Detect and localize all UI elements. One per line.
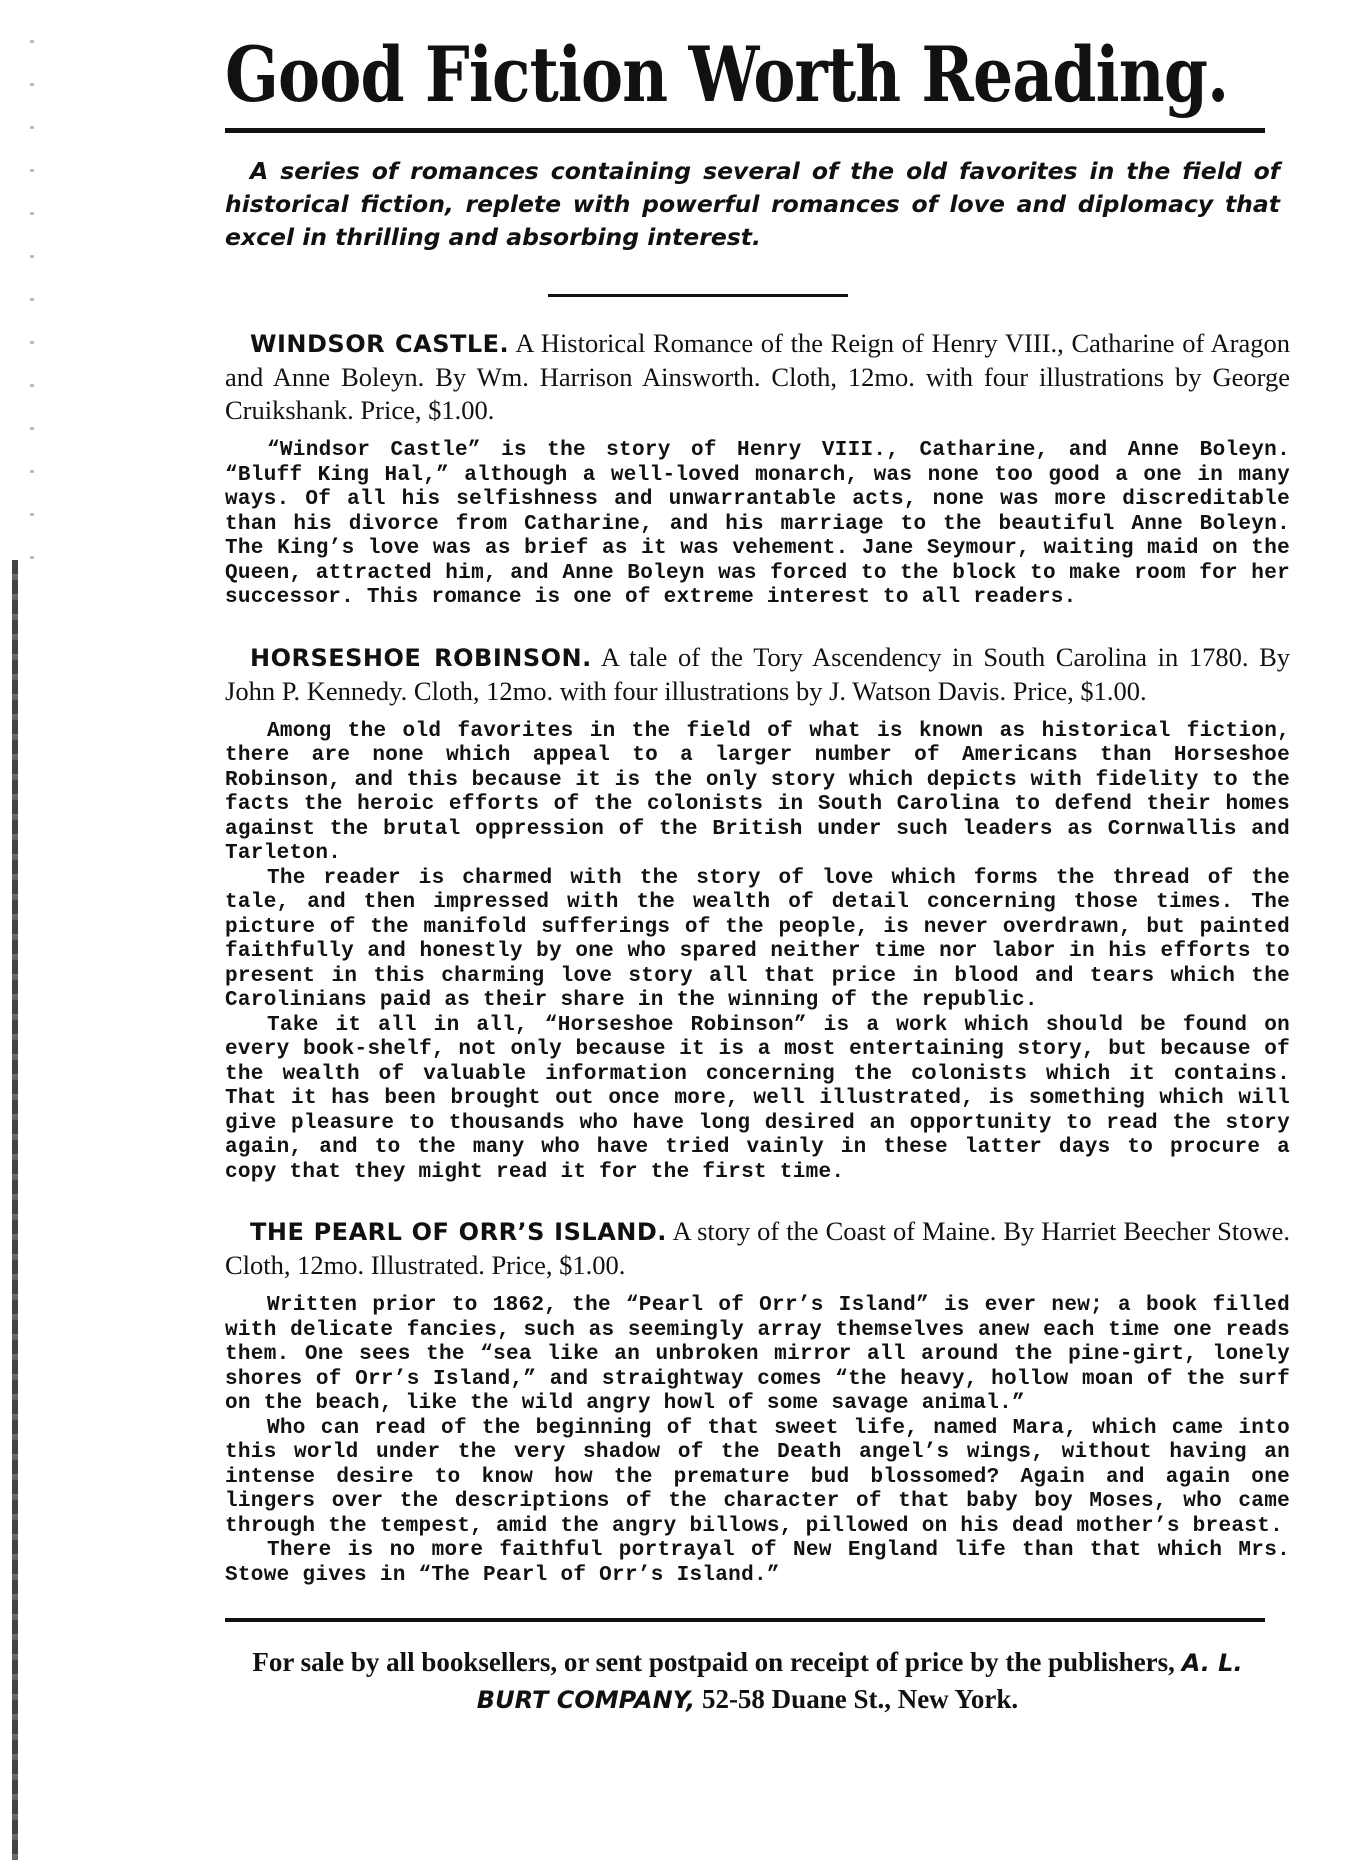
description-paragraph: Take it all in all, “Horseshoe Robinson” is a work which should be found on every book-shelf, not only because it is a most entertaining story, but because of the wealth of valuable information concerning the colonists which it contains. That it has been brought out once more, well illustrated, is something which will give pleasure to thousands who have long desired an opportunity to read the story again, and to the many who have tried vainly in these latter days to procure a copy that they might read it for the first time. — [225, 1013, 1290, 1184]
description-paragraph: Written prior to 1862, the “Pearl of Orr’s Island” is ever new; a book filled with delicate fancies, such as seemingly array themselves anew each time one reads them. One sees the “sea like an unbroken mirror all around the pine-girt, lonely shores of Orr’s Island,” and straightway comes “the heavy, hollow moan of the surf on the beach, like the wild angry howl of some savage animal.” — [225, 1294, 1290, 1415]
book-entry-pearl-of-orrs-island — [225, 1215, 1290, 1588]
book-description — [225, 439, 1290, 611]
publisher-address: 52-58 Duane St., New York. — [701, 1684, 1019, 1714]
description-paragraph: The reader is charmed with the story of love which forms the thread of the tale, and then impressed with the wealth of detail concerning those times. The picture of the manifold sufferings of the people, is never overdrawn, but painted faithfully and honestly by one who spared neither time nor labor in his efforts to present in this charming love story all that price in blood and tears which the Carolinians paid as their share in the winning of the republic. — [225, 866, 1290, 1012]
book-title: THE PEARL OF ORR’S ISLAND. — [250, 1218, 667, 1246]
binding-edge — [12, 560, 18, 1860]
section-divider — [548, 294, 848, 297]
book-entry-windsor-castle — [225, 327, 1290, 611]
book-heading — [225, 327, 1290, 427]
scan-artifact — [30, 0, 34, 560]
book-description — [225, 720, 1290, 1186]
book-heading — [225, 1215, 1290, 1282]
book-title: HORSESHOE ROBINSON. — [250, 643, 592, 672]
description-paragraph: Among the old favorites in the field of what is known as historical fiction, there are none which appeal to a larger number of Americans than Horseshoe Robinson, and this because it is the only story which depicts with fidelity to the facts the heroic efforts of the colonists in South Carolina to defend their homes against the brutal oppression of the British under such leaders as Cornwallis and Tarleton. — [225, 719, 1290, 865]
book-title: WINDSOR CASTLE. — [250, 330, 510, 358]
book-entry-horseshoe-robinson — [225, 641, 1290, 1186]
book-details: A Historical Romance of the Reign of Henry VIII., Catharine of Aragon and Anne Boleyn. By Wm. Harrison Ainsworth. Cloth, 12mo. with four illustrations by George Cruikshank. Price, $1.00. — [225, 328, 1290, 425]
page-title: Good Fiction Worth Reading. — [225, 30, 1229, 119]
book-details: A story of the Coast of Maine. By Harriet Beecher Stowe. Cloth, 12mo. Illustrated. Price, $1.00. — [225, 1216, 1290, 1280]
footer-rule — [225, 1618, 1265, 1622]
description-paragraph: “Windsor Castle” is the story of Henry VIII., Catharine, and Anne Boleyn. “Bluff King Hal,” although a well-loved monarch, was none too good a one in many ways. Of all his selfishness and unwarrantable acts, none was more discreditable than his divorce from Catharine, and his marriage to the beautiful Anne Boleyn. The King’s love was as brief as it was vehement. Jane Seymour, waiting maid on the Queen, attracted him, and Anne Boleyn was forced to the block to make room for her successor. This romance is one of extreme interest to all readers. — [225, 439, 1290, 609]
description-paragraph: There is no more faithful portrayal of New England life than that which Mrs. Stowe gives in “The Pearl of Orr’s Island.” — [225, 1539, 1290, 1587]
advertisement-page — [225, 30, 1290, 1718]
title-rule — [225, 128, 1265, 133]
publisher-name: A. L. BURT COMPANY, — [476, 1649, 1243, 1714]
description-paragraph: Who can read of the beginning of that sweet life, named Mara, which came into this world under the very shadow of the Death angel’s wings, without having an intense desire to know how the premature bud blossomed? Again and again one lingers over the descriptions of the character of that baby boy Moses, who came through the tempest, amid the angry billows, pillowed on his dead mother’s breast. — [225, 1416, 1290, 1538]
book-heading — [225, 641, 1290, 708]
footer-sale-text: For sale by all booksellers, or sent postpaid on receipt of price by the publishers, — [252, 1647, 1175, 1677]
intro-paragraph: A series of romances containing several of the old favorites in the field of historical fiction, replete with powerful romances of love and diplomacy that excel in thrilling and absorbing interest. — [225, 157, 1280, 251]
book-description — [225, 1294, 1290, 1588]
book-details: A tale of the Tory Ascendency in South Carolina in 1780. By John P. Kennedy. Cloth, 12mo. with four illustrations by J. Watson Davis. Price, $1.00. — [225, 641, 1290, 706]
publisher-footer — [225, 1644, 1290, 1718]
